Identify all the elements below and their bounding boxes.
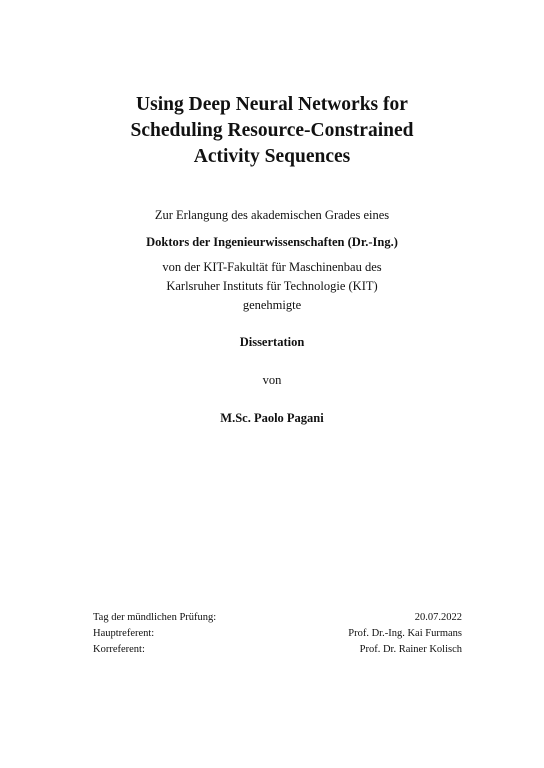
title-line-2: Scheduling Resource-Constrained	[130, 120, 414, 141]
main-referee-value: Prof. Dr.-Ing. Kai Furmans	[348, 628, 462, 639]
exam-date-row	[93, 610, 462, 626]
author-name: M.Sc. Paolo Pagani	[220, 411, 324, 425]
degree-intro: Zur Erlangung des akademischen Grades eines	[154, 208, 390, 222]
co-referee-value: Prof. Dr. Rainer Kolisch	[359, 644, 462, 655]
document-title	[0, 92, 544, 170]
exam-date-value: 20.07.2022	[414, 612, 462, 623]
main-referee-label: Hauptreferent:	[93, 628, 155, 639]
dissertation-label: Dissertation	[239, 335, 305, 349]
title-line-1: Using Deep Neural Networks for	[136, 94, 408, 115]
degree-name: Doktors der Ingenieurwissenschaften (Dr.-Ing.)	[146, 235, 398, 249]
faculty-line: von der KIT-Fakultät für Maschinenbau des	[162, 260, 382, 274]
approved-line: genehmigte	[242, 298, 302, 312]
main-referee-row	[93, 626, 462, 642]
von-label: von	[262, 373, 282, 387]
institute-line: Karlsruher Instituts für Technologie (KIT)	[166, 279, 378, 293]
faculty-statement	[0, 258, 544, 315]
exam-details	[93, 610, 462, 658]
exam-date-label: Tag der mündlichen Prüfung:	[93, 612, 217, 623]
co-referee-row	[93, 642, 462, 658]
title-line-3: Activity Sequences	[193, 146, 351, 167]
co-referee-label: Korreferent:	[93, 644, 145, 655]
